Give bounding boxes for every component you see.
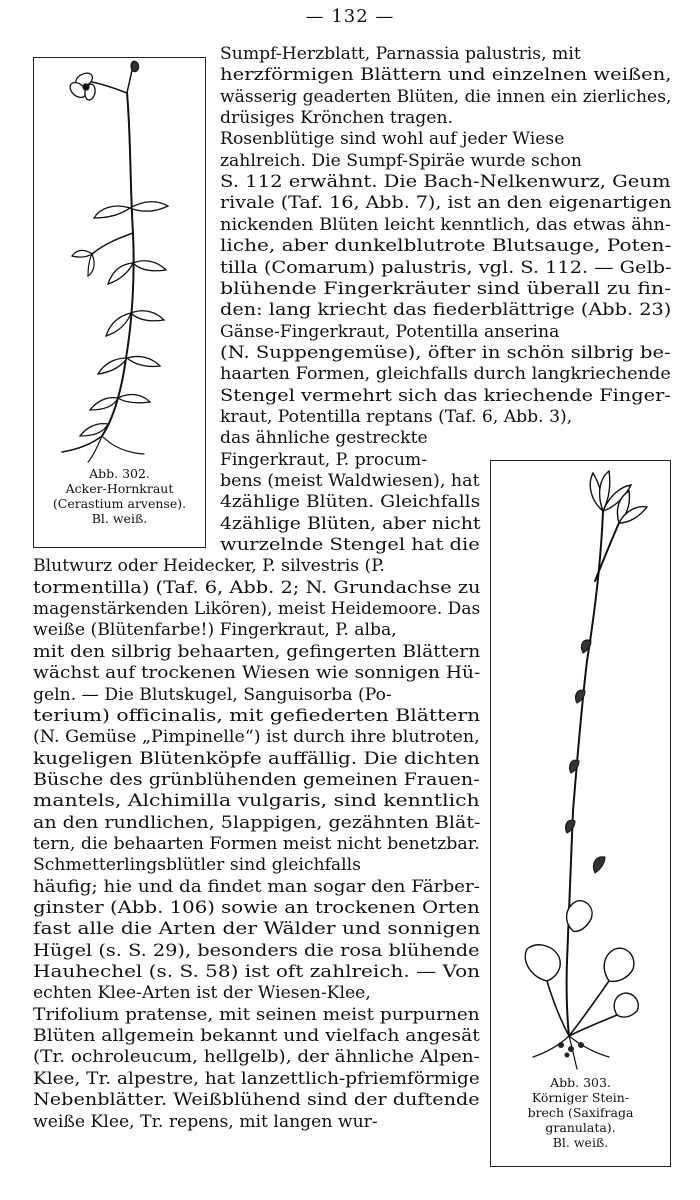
- caption-line: Bl. weiß.: [91, 511, 148, 526]
- text-line: ginster (Abb. 106) sowie an trockenen Orten: [33, 898, 480, 918]
- text-line: häufig; hie und da findet man sogar den Färber-: [33, 876, 481, 897]
- text-line: wurzelnde Stengel hat die: [220, 535, 480, 556]
- text-line: haarten Formen, gleichfalls durch langkriechende: [220, 364, 671, 385]
- text-line: an den rundlichen, 5lappigen, gezähnten Blät-: [33, 812, 481, 833]
- caption-line: Abb. 302.: [89, 466, 150, 481]
- text-line: weiße Klee, Tr. repens, mit langen wur-: [33, 1111, 378, 1132]
- caption-line: Acker-Hornkraut: [65, 481, 174, 496]
- text-line: Büsche des grünblühenden gemeinen Frauen-: [33, 769, 480, 790]
- caption-line: (Cerastium arvense).: [52, 496, 187, 511]
- text-line: mit den silbrig behaarten, gefingerten Blättern: [33, 641, 481, 662]
- text-line: (N. Suppengemüse), öfter in schön silbrig be-: [220, 342, 671, 363]
- text-line: magenstärkenden Likören), meist Heidemoore. Das: [33, 599, 481, 620]
- text-line: wächst auf trockenen Wiesen wie sonnigen Hü-: [33, 663, 481, 684]
- text-line: Trifolium pratense, mit seinen meist purpurnen: [33, 1004, 480, 1025]
- text-line: Sumpf-Herzblatt, Parnassia palustris, mit: [220, 44, 581, 64]
- text-line: echten Klee-Arten ist der Wiesen-Klee,: [33, 983, 371, 1004]
- text-line: (Tr. ochroleucum, hellgelb), der ähnliche Alpen-: [33, 1047, 480, 1068]
- text-line: zahlreich. Die Sumpf-Spiräe wurde schon: [220, 150, 582, 171]
- saxifraga-illustration: [491, 461, 669, 1071]
- text-line: Schmetterlingsblütler sind gleichfalls: [33, 855, 361, 876]
- text-line: Fingerkraut, P. procum-: [220, 449, 428, 470]
- text-line: Nebenblätter. Weißblühend sind der duftende: [33, 1090, 480, 1111]
- text-line: Stengel vermehrt sich das kriechende Finger-: [220, 385, 671, 406]
- text-line: tilla (Comarum) palustris, vgl. S. 112. — Gelb-: [220, 257, 672, 278]
- text-line: Blüten allgemein bekannt und vielfach angesät: [33, 1026, 480, 1047]
- caption-line: granulata).: [545, 1120, 616, 1135]
- text-line: Hauhechel (s. S. 58) ist oft zahlreich. — Von: [33, 962, 481, 983]
- cerastium-illustration: [34, 58, 204, 463]
- text-line: bens (meist Waldwiesen), hat: [220, 471, 480, 491]
- text-line: 4zählige Blüten. Gleichfalls: [220, 492, 481, 513]
- text-line: den: lang kriecht das fiederblättrige (Abb. 23): [220, 300, 672, 321]
- text-line: 4zählige Blüten, aber nicht: [220, 513, 481, 534]
- text-line: terium) officinalis, mit gefiederten Blättern: [33, 705, 481, 726]
- text-line: S. 112 erwähnt. Die Bach-Nelkenwurz, Geum: [220, 172, 671, 193]
- caption-line: Körniger Stein-: [531, 1090, 630, 1105]
- text-line: das ähnliche gestreckte: [220, 428, 428, 449]
- page-number: — 132 —: [305, 6, 395, 27]
- text-line: Gänse-Fingerkraut, Potentilla anserina: [220, 321, 560, 342]
- text-line: tormentilla) (Taf. 6, Abb. 2; N. Grundachse zu: [33, 577, 481, 598]
- text-line: wässerig geaderten Blüten, die innen ein zierliches,: [220, 86, 672, 107]
- text-line: Hügel (s. S. 29), besonders die rosa blühende: [33, 940, 480, 961]
- figure-caption: [34, 466, 205, 526]
- text-line: fast alle die Arten der Wälder und sonnigen: [33, 919, 481, 940]
- text-line: (N. Gemüse „Pimpinelle“) ist durch ihre blutroten,: [33, 727, 480, 748]
- text-line: drüsiges Krönchen tragen.: [220, 108, 454, 129]
- text-line: geln. — Die Blutskugel, Sanguisorba (Po-: [33, 684, 392, 705]
- caption-line: brech (Saxifraga: [527, 1105, 634, 1120]
- caption-line: Bl. weiß.: [552, 1135, 609, 1150]
- text-line: weiße (Blütenfarbe!) Fingerkraut, P. alba,: [33, 620, 397, 641]
- text-line: rivale (Taf. 16, Abb. 7), ist an den eigenartigen: [220, 193, 672, 214]
- text-line: Blutwurz oder Heidecker, P. silvestris (P.: [33, 556, 385, 577]
- text-line: tern, die behaarten Formen meist nicht benetzbar.: [33, 833, 480, 854]
- text-line: Klee, Tr. alpestre, hat lanzettlich-pfriemförmige: [33, 1068, 480, 1089]
- figure-cerastium: [33, 57, 206, 548]
- caption-line: Abb. 303.: [550, 1075, 611, 1090]
- text-line: nickenden Blüten leicht kenntlich, das etwas ähn-: [220, 214, 671, 235]
- text-line: blühende Fingerkräuter sind überall zu fin-: [220, 278, 672, 299]
- text-line: kugeligen Blütenköpfe auffällig. Die dichten: [33, 748, 480, 769]
- text-line: mantels, Alchimilla vulgaris, sind kenntlich: [33, 791, 480, 812]
- text-line: kraut, Potentilla reptans (Taf. 6, Abb. 3),: [220, 406, 573, 427]
- text-line: liche, aber dunkelblutrote Blutsauge, Poten-: [220, 236, 672, 257]
- text-line: Rosenblütige sind wohl auf jeder Wiese: [220, 129, 565, 150]
- text-line: herzförmigen Blättern und einzelnen weißen,: [220, 65, 672, 86]
- figure-caption: [491, 1075, 670, 1150]
- figure-saxifraga: [490, 460, 671, 1167]
